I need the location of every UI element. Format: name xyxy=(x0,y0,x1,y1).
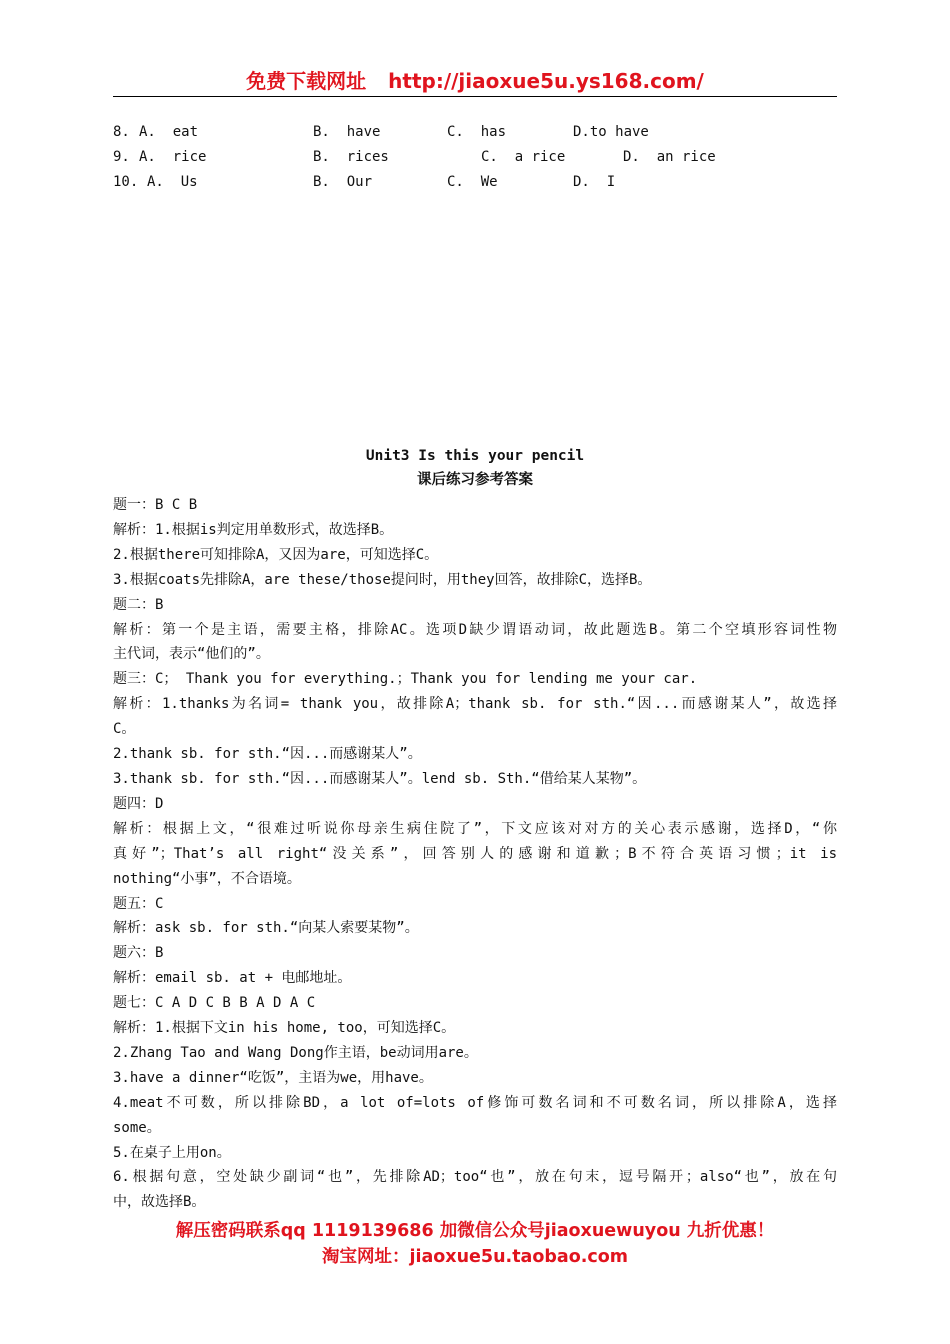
option-c: C. We xyxy=(447,174,498,190)
option-c: C. a rice xyxy=(481,149,566,165)
text-line: 2.thank sb. for sth.“因...而感谢某人”。 xyxy=(113,746,422,763)
section-title xyxy=(113,444,837,492)
text-line: 题三：C； Thank you for everything.；Thank you for lending me your car. xyxy=(113,671,698,688)
text-line: 3.根据coats先排除A，are these/those提问时，用they回答，故排除C，选择B。 xyxy=(113,571,652,588)
option-row-10 xyxy=(113,170,837,195)
option-d: D.to have xyxy=(573,124,649,140)
text-line: 题六：B xyxy=(113,945,164,962)
option-d: D. I xyxy=(573,174,616,190)
text-line: 解析：根据上文，“很难过听说你母亲生病住院了”，下文应该对对方的关心表示感谢，选择D，“你 xyxy=(113,820,837,837)
text-line: 题一：B C B xyxy=(113,497,198,513)
text-line: 解析：1.根据is判定用单数形式，故选择B。 xyxy=(113,521,394,538)
text-line: 题七：C A D C B B A D A C xyxy=(113,995,316,1012)
text-line: 主代词，表示“他们的”。 xyxy=(113,646,270,663)
option-c: C. has xyxy=(447,124,507,140)
option-b: B. Our xyxy=(313,174,373,190)
text-line: 解析：ask sb. for sth.“向某人索要某物”。 xyxy=(113,920,419,937)
answer-key-subtitle: 课后练习参考答案 xyxy=(417,472,533,488)
text-line: 解析：email sb. at + 电邮地址。 xyxy=(113,970,352,987)
answer-explanations xyxy=(113,493,837,1215)
option-row-8 xyxy=(113,120,837,145)
footer-contact: 解压密码联系qq 1119139686 加微信公众号jiaoxuewuyou 九折优惠！ xyxy=(175,1221,775,1241)
text-line: 4.meat不可数，所以排除BD，a lot of=lots of修饰可数名词和不可数名词，所以排除A，选择 xyxy=(113,1094,837,1111)
footer-shop-url[interactable]: 淘宝网址：jiaoxue5u.taobao.com xyxy=(321,1247,629,1267)
text-line: 解析：第一个是主语，需要主格，排除AC。选项D缺少谓语动词，故此题选B。第二个空填形容词性物 xyxy=(113,621,837,638)
text-line: some。 xyxy=(113,1119,161,1136)
text-line: 2.Zhang Tao and Wang Dong作主语，be动词用are。 xyxy=(113,1044,478,1061)
text-line: 中，故选择B。 xyxy=(113,1194,206,1211)
unit-title: Unit3 Is this your pencil xyxy=(365,448,585,464)
text-line: nothing“小事”，不合语境。 xyxy=(113,870,301,887)
question-number: 10. xyxy=(113,174,139,190)
text-line: 题二：B xyxy=(113,596,164,613)
text-line: 解析：1.thanks为名词= thank you，故排除A；thank sb. for sth.“因...而感谢某人”，故选择 xyxy=(113,696,837,713)
option-row-9 xyxy=(113,145,837,170)
option-b: B. rices xyxy=(313,149,389,165)
text-line: 题四：D xyxy=(113,795,164,812)
header-label: 免费下载网址 xyxy=(246,69,367,93)
text-line: 题五：C xyxy=(113,895,164,912)
page-footer xyxy=(113,1218,837,1270)
text-line: 6.根据句意，空处缺少副词“也”，先排除AD；too“也”，放在句末，逗号隔开；also“也”，放在句 xyxy=(113,1169,837,1186)
text-line: 2.根据there可知排除A，又因为are，可知选择C。 xyxy=(113,546,439,563)
text-line: 3.have a dinner“吃饭”，主语为we，用have。 xyxy=(113,1069,433,1086)
option-a: A. Us xyxy=(147,174,198,190)
option-a: A. rice xyxy=(139,149,207,165)
question-number: 9. xyxy=(113,149,130,165)
option-a: A. eat xyxy=(139,124,199,140)
header-url[interactable]: http://jiaoxue5u.ys168.com/ xyxy=(388,69,704,93)
page-header xyxy=(113,66,837,97)
option-b: B. have xyxy=(313,124,381,140)
question-number: 8. xyxy=(113,124,130,140)
option-d: D. an rice xyxy=(623,149,716,165)
text-line: 3.thank sb. for sth.“因...而感谢某人”。lend sb. Sth.“借给某人某物”。 xyxy=(113,770,647,787)
text-line: 解析：1.根据下文in his home, too，可知选择C。 xyxy=(113,1020,456,1037)
text-line: C。 xyxy=(113,721,136,738)
answer-options xyxy=(113,120,837,195)
text-line: 真好”；That’s all right“没关系”，回答别人的感谢和道歉；B不符合英语习惯；it is xyxy=(113,845,837,862)
text-line: 5.在桌子上用on。 xyxy=(113,1144,231,1161)
